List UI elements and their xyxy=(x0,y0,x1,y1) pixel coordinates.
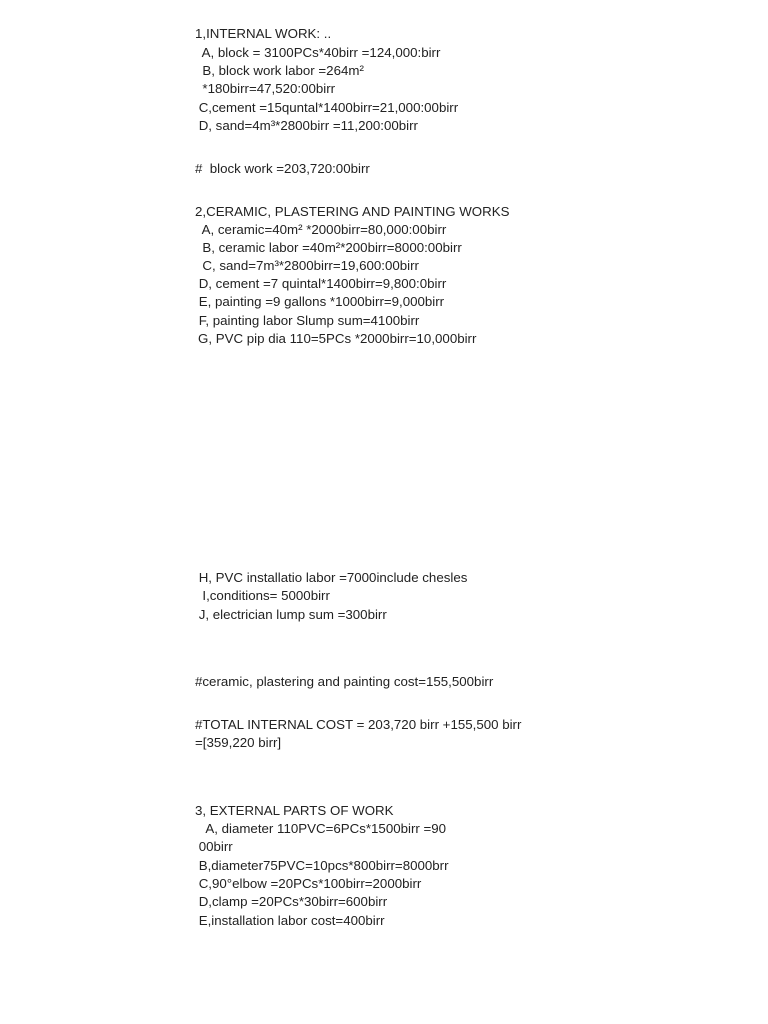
total-internal-cost: #TOTAL INTERNAL COST = 203,720 birr +155,500 birr xyxy=(195,717,522,732)
internal-item-c: C,cement =15quntal*1400birr=21,000:00birr xyxy=(195,100,459,115)
ceramic-item-c: C, sand=7m³*2800birr=19,600:00birr xyxy=(195,258,419,273)
total-internal-cost-result: =[359,220 birr] xyxy=(195,735,282,750)
ceramic-work-total: #ceramic, plastering and painting cost=155,500birr xyxy=(195,674,494,689)
section-heading-ceramic-work: 2,CERAMIC, PLASTERING AND PAINTING WORKS xyxy=(195,204,510,219)
ceramic-item-f: F, painting labor Slump sum=4100birr xyxy=(195,313,420,328)
ceramic-item-j: J, electrician lump sum =300birr xyxy=(195,607,387,622)
ceramic-item-h: H, PVC installatio labor =7000include chesles xyxy=(195,570,468,585)
ceramic-item-d: D, cement =7 quintal*1400birr=9,800:0birr xyxy=(195,276,447,291)
ceramic-item-b: B, ceramic labor =40m²*200birr=8000:00birr xyxy=(195,240,462,255)
internal-item-b: B, block work labor =264m² xyxy=(195,63,364,78)
external-item-d: D,clamp =20PCs*30birr=600birr xyxy=(195,894,388,909)
section-heading-external-work: 3, EXTERNAL PARTS OF WORK xyxy=(195,803,394,818)
ceramic-item-i: I,conditions= 5000birr xyxy=(195,588,330,603)
external-item-c: C,90°elbow =20PCs*100birr=2000birr xyxy=(195,876,422,891)
block-work-total: # block work =203,720:00birr xyxy=(195,161,370,176)
external-item-b: B,diameter75PVC=10pcs*800birr=8000brr xyxy=(195,858,449,873)
internal-item-a: A, block = 3100PCs*40birr =124,000:birr xyxy=(195,45,441,60)
external-item-a: A, diameter 110PVC=6PCs*1500birr =90 xyxy=(195,821,447,836)
external-item-a-continued: 00birr xyxy=(195,839,233,854)
external-item-e: E,installation labor cost=400birr xyxy=(195,913,385,928)
ceramic-item-g: G, PVC pip dia 110=5PCs *2000birr=10,000birr xyxy=(198,331,477,346)
internal-item-b-continued: *180birr=47,520:00birr xyxy=(195,81,336,96)
section-heading-internal-work: 1,INTERNAL WORK: .. xyxy=(195,26,332,41)
internal-item-d: D, sand=4m³*2800birr =11,200:00birr xyxy=(195,118,418,133)
ceramic-item-e: E, painting =9 gallons *1000birr=9,000birr xyxy=(195,294,445,309)
ceramic-item-a: A, ceramic=40m² *2000birr=80,000:00birr xyxy=(195,222,447,237)
